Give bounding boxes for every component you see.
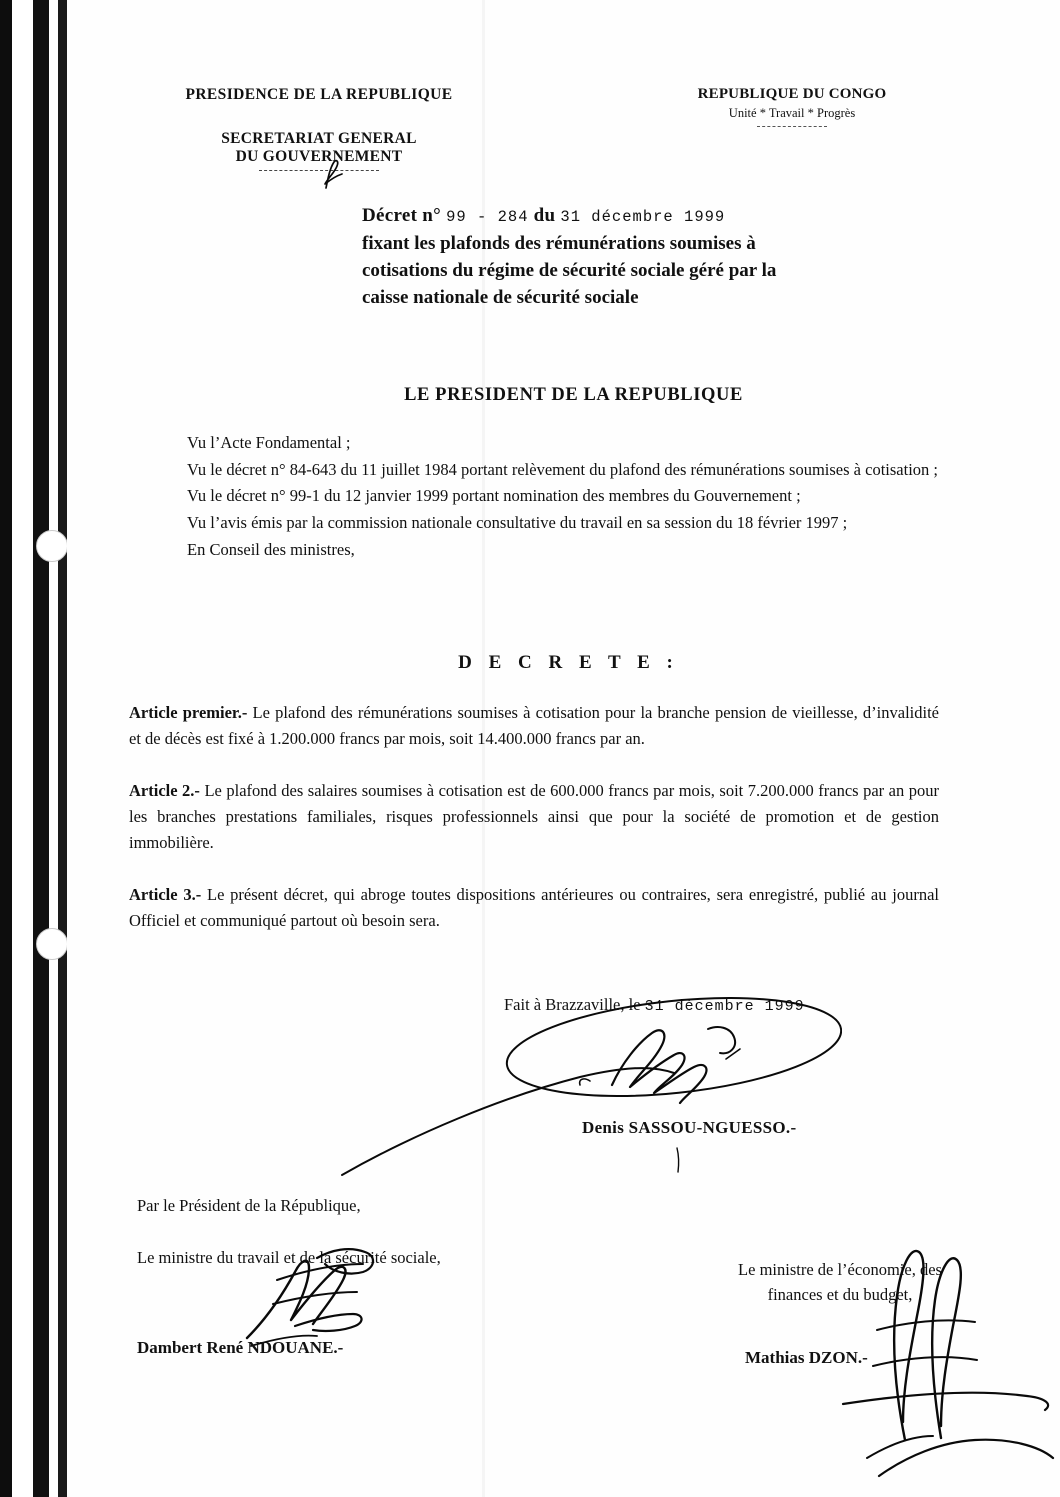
decree-date: 31 décembre 1999 <box>560 208 726 226</box>
scan-binding-bar-1 <box>0 0 12 1497</box>
article-paragraph <box>129 882 939 934</box>
authority-line-3: DU GOUVERNEMENT <box>235 148 403 165</box>
visa-item: Vu le décret n° 84-643 du 11 juillet 1984 portant relèvement du plafond des rémunérations soumises à cotisation ; <box>187 459 938 479</box>
place-label: Fait à Brazzaville, le <box>504 995 641 1014</box>
decree-label: Décret n° <box>362 205 442 226</box>
article-text: Le plafond des salaires soumises à cotisation est de 600.000 francs par mois, soit 7.200.000 francs par an pour les branches prestations familiales, risques professionnels ainsi que pour la société de promotion et de gestion immobilière. <box>129 781 939 853</box>
decree-subject <box>362 231 982 312</box>
president-signature-ink <box>322 985 842 1205</box>
article-label: Article premier.- <box>129 703 248 722</box>
decree-subject-line-3: caisse nationale de sécurité sociale <box>362 286 639 308</box>
decrete-heading: D E C R E T E : <box>458 652 679 673</box>
visa-item: En Conseil des ministres, <box>187 539 355 559</box>
header-divider-left <box>259 170 379 171</box>
president-signature-name: Denis SASSOU-NGUESSO.- <box>582 1118 797 1137</box>
minister-labour-title: Le ministre du travail et de la sécurité sociale, <box>137 1248 441 1267</box>
authority-line-2: SECRETARIAT GENERAL <box>221 130 417 147</box>
scan-binding-bar-2 <box>33 0 49 1497</box>
article-paragraph <box>129 700 939 752</box>
visas-block <box>129 430 939 564</box>
article-label: Article 3.- <box>129 885 202 905</box>
signature-date: 31 décembre 1999 <box>644 998 805 1015</box>
decree-du-label: du <box>533 205 556 226</box>
article-paragraph <box>129 778 939 856</box>
country-name: REPUBLIQUE DU CONGO <box>697 86 887 102</box>
article-text: Le présent décret, qui abroge toutes dispositions antérieures ou contraires, sera enregistré, publié au journal Officiel et communiqué partout où besoin sera. <box>129 885 939 931</box>
paper-sheet <box>67 0 1060 1497</box>
hole-punch-icon <box>36 928 68 960</box>
scan-binding-bar-3 <box>58 0 67 1497</box>
minister-labour-name: Dambert René NDOUANE.- <box>137 1338 344 1357</box>
decree-subject-line-2: cotisations du régime de sécurité sociale géré par la <box>362 259 777 281</box>
visa-item: Vu le décret n° 99-1 du 12 janvier 1999 portant nomination des membres du Gouvernement ; <box>187 486 801 506</box>
minister-economy-name: Mathias DZON.- <box>745 1348 868 1367</box>
place-and-date-line <box>504 995 805 1015</box>
national-motto: Unité * Travail * Progrès <box>728 106 856 120</box>
decree-subject-line-1: fixant les plafonds des rémunérations soumises à <box>362 233 756 254</box>
hole-punch-icon <box>36 530 68 562</box>
minister-economy-signature-ink <box>727 1190 1057 1490</box>
decree-number: 99 - 284 <box>446 208 529 226</box>
document-header <box>67 86 1060 196</box>
visa-item: Vu l’Acte Fondamental ; <box>187 433 351 452</box>
minister-economy-title <box>675 1258 1005 1308</box>
authority-line-1: PRESIDENCE DE LA REPUBLIQUE <box>185 86 453 103</box>
republic-block <box>627 86 957 127</box>
minister-economy-title-line-1: Le ministre de l’économie, des <box>738 1260 942 1279</box>
president-name-underline-mark <box>667 1146 707 1176</box>
decree-title-block <box>362 205 982 312</box>
decree-number-line <box>362 205 982 227</box>
minister-economy-title-line-2: finances et du budget, <box>767 1284 913 1304</box>
article-text: Le plafond des rémunérations soumises à cotisation pour la branche pension de vieillesse, d’invalidité et de décès est fixé à 1.200.000 francs par mois, soit 14.400.000 francs par an. <box>129 703 939 749</box>
issuing-authority-block <box>129 86 509 171</box>
president-heading: LE PRESIDENT DE LA REPUBLIQUE <box>404 385 743 405</box>
header-divider-right <box>757 126 827 127</box>
article-label: Article 2.- <box>129 781 200 801</box>
by-the-president-label: Par le Président de la République, <box>137 1196 361 1215</box>
articles-block <box>129 700 939 960</box>
visa-item: Vu l’avis émis par la commission nationale consultative du travail en sa session du 18 février 1997 ; <box>187 513 848 533</box>
